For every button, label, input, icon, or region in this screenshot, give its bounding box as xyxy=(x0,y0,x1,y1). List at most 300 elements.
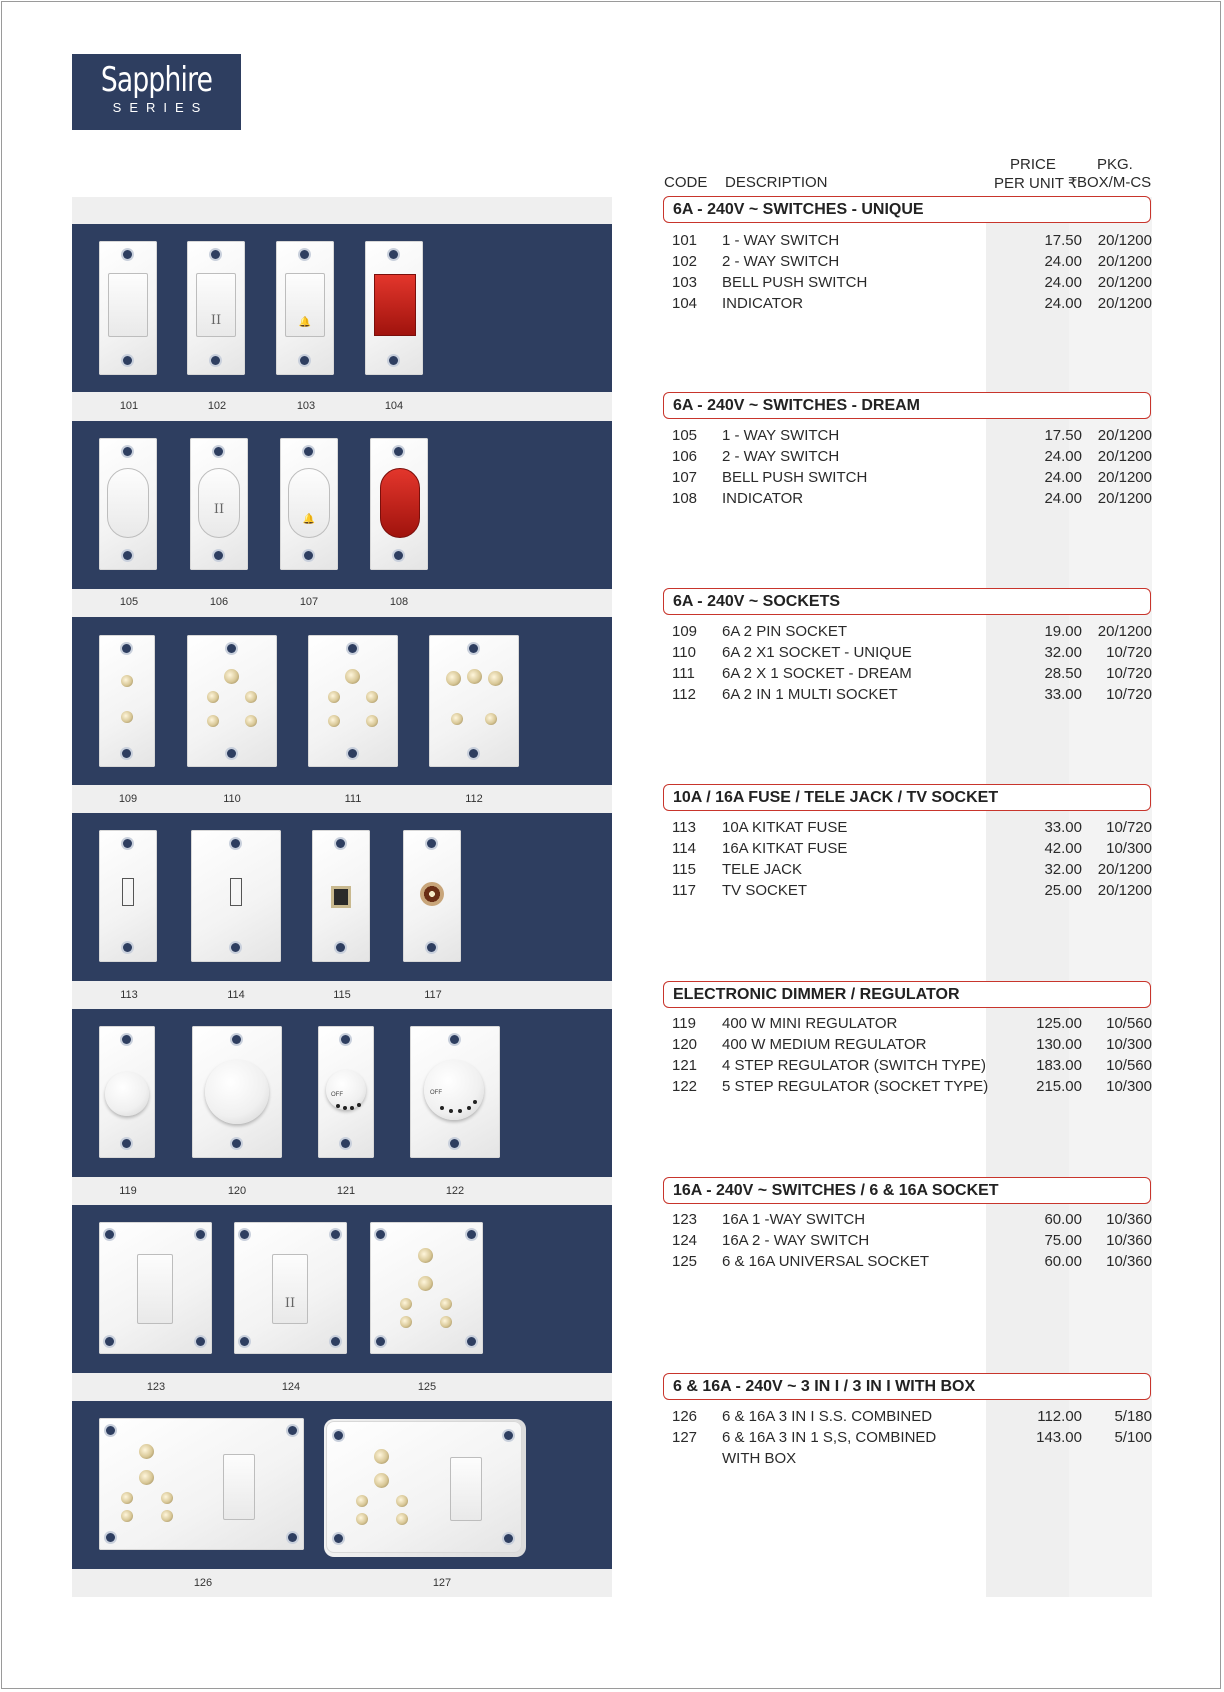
screw xyxy=(304,447,313,456)
row-pkg: 10/720 xyxy=(1106,665,1152,682)
row-description: 4 STEP REGULATOR (SWITCH TYPE) xyxy=(722,1057,986,1074)
screw xyxy=(211,250,220,259)
code-label: 110 xyxy=(223,793,241,805)
code-label: 123 xyxy=(146,1381,166,1393)
code-label: 125 xyxy=(417,1381,437,1393)
screw xyxy=(123,943,132,952)
product-126 xyxy=(99,1418,304,1550)
code-label: 113 xyxy=(120,989,138,1001)
telephone-jack-port xyxy=(331,886,351,908)
row-description: 6A 2 X 1 SOCKET - DREAM xyxy=(722,665,912,682)
table-row xyxy=(660,488,1158,509)
pin-hole xyxy=(467,669,482,684)
row-description: 6 & 16A UNIVERSAL SOCKET xyxy=(722,1253,930,1270)
row-description: 16A 1 -WAY SWITCH xyxy=(722,1211,866,1228)
table-row xyxy=(660,251,1158,272)
sapphire-series-logo xyxy=(72,54,241,130)
screw xyxy=(394,551,403,560)
row-price: 17.50 xyxy=(1044,427,1082,444)
screw xyxy=(105,1337,114,1346)
screw xyxy=(467,1230,476,1239)
screw xyxy=(122,644,131,653)
row-description: 2 - WAY SWITCH xyxy=(722,253,840,270)
screw xyxy=(348,749,357,758)
rocker-1way xyxy=(107,468,149,538)
product-121 xyxy=(318,1026,374,1158)
row-code: 108 xyxy=(672,490,698,507)
screw xyxy=(450,1035,459,1044)
row-price: 24.00 xyxy=(1044,469,1082,486)
row-description: WITH BOX xyxy=(722,1450,797,1467)
screw xyxy=(227,749,236,758)
header-pkg-unit: BOX/M-CS xyxy=(1077,174,1152,191)
section-title-16a-switches: 16A - 240V ~ SWITCHES / 6 & 16A SOCKET xyxy=(663,1177,1151,1204)
code-labels-7 xyxy=(72,1577,612,1591)
row-description: 2 - WAY SWITCH xyxy=(722,448,840,465)
pin-hole xyxy=(440,1298,452,1310)
step-dot xyxy=(343,1106,347,1110)
bell-icon: 🔔 xyxy=(298,317,312,328)
row-pkg: 10/720 xyxy=(1106,686,1152,703)
screw xyxy=(427,943,436,952)
header-price-unit: PER UNIT ₹ xyxy=(994,175,1078,192)
product-107 xyxy=(280,438,338,570)
screw xyxy=(122,1139,131,1148)
pin-hole xyxy=(418,1248,433,1263)
screw xyxy=(336,943,345,952)
code-label: 101 xyxy=(119,400,139,412)
code-label: 121 xyxy=(336,1185,356,1197)
row-description: 400 W MINI REGULATOR xyxy=(722,1015,898,1032)
row-description: INDICATOR xyxy=(722,490,804,507)
code-label: 105 xyxy=(119,596,139,608)
header-code: CODE xyxy=(664,174,708,191)
screw xyxy=(106,1426,115,1435)
pin-hole xyxy=(161,1510,173,1522)
pin-hole xyxy=(245,691,257,703)
screw xyxy=(334,1534,343,1543)
code-labels-6 xyxy=(72,1381,612,1395)
pin-hole xyxy=(207,691,219,703)
screw xyxy=(123,551,132,560)
indicator-lamp xyxy=(380,468,420,538)
row-code: 125 xyxy=(672,1253,698,1270)
row-code: 117 xyxy=(672,882,696,899)
pin-hole xyxy=(366,715,378,727)
logo-title: Sapphire xyxy=(100,60,213,100)
code-label: 115 xyxy=(333,989,351,1001)
product-124 xyxy=(234,1222,347,1354)
step-dot xyxy=(440,1106,444,1110)
code-label: 114 xyxy=(227,989,245,1001)
screw xyxy=(304,551,313,560)
code-labels-4 xyxy=(72,989,612,1003)
row-description: 5 STEP REGULATOR (SOCKET TYPE) xyxy=(722,1078,989,1095)
row-code: 103 xyxy=(672,274,698,291)
screw xyxy=(123,839,132,848)
code-label: 106 xyxy=(209,596,229,608)
row-price: 33.00 xyxy=(1044,686,1082,703)
row-code: 112 xyxy=(672,686,696,703)
table-row xyxy=(660,1034,1158,1055)
row-code: 114 xyxy=(672,840,696,857)
screw xyxy=(334,1431,343,1440)
table-row xyxy=(660,230,1158,251)
row-description: 6 & 16A 3 IN 1 S,S, COMBINED xyxy=(722,1429,937,1446)
screw xyxy=(341,1035,350,1044)
row-price: 143.00 xyxy=(1036,1429,1082,1446)
product-122 xyxy=(410,1026,500,1158)
product-105 xyxy=(99,438,157,570)
row-code: 111 xyxy=(672,665,695,682)
product-band-sockets xyxy=(72,617,612,785)
pin-hole xyxy=(345,669,360,684)
section-title-sockets: 6A - 240V ~ SOCKETS xyxy=(663,588,1151,615)
product-band-combined xyxy=(72,1401,612,1569)
row-code: 119 xyxy=(672,1015,696,1032)
row-price: 19.00 xyxy=(1044,623,1082,640)
header-description: DESCRIPTION xyxy=(725,174,828,191)
table-row xyxy=(660,859,1158,880)
screw xyxy=(240,1337,249,1346)
pin-hole xyxy=(488,671,503,686)
screw xyxy=(376,1337,385,1346)
pin-hole xyxy=(374,1449,389,1464)
code-label: 109 xyxy=(118,793,138,805)
screw xyxy=(240,1230,249,1239)
screw xyxy=(105,1230,114,1239)
row-code: 113 xyxy=(672,819,696,836)
rocker-combined xyxy=(223,1454,255,1520)
row-description: 16A 2 - WAY SWITCH xyxy=(722,1232,870,1249)
row-price: 32.00 xyxy=(1044,644,1082,661)
screw xyxy=(341,1139,350,1148)
section-title-unique-switches: 6A - 240V ~ SWITCHES - UNIQUE xyxy=(663,196,1151,223)
row-code: 107 xyxy=(672,469,698,486)
header-price: PRICE xyxy=(1010,156,1056,173)
row-pkg: 10/360 xyxy=(1106,1253,1152,1270)
screw xyxy=(288,1533,297,1542)
table-row xyxy=(660,1251,1158,1272)
screw xyxy=(300,356,309,365)
screw xyxy=(331,1230,340,1239)
product-106 xyxy=(190,438,248,570)
screw xyxy=(427,839,436,848)
row-pkg: 5/180 xyxy=(1114,1408,1152,1425)
product-108 xyxy=(370,438,428,570)
row-code: 123 xyxy=(672,1211,698,1228)
rocker-bell xyxy=(285,273,325,337)
regulator-knob xyxy=(105,1072,149,1116)
row-pkg: 20/1200 xyxy=(1097,232,1152,249)
product-band-16a xyxy=(72,1205,612,1373)
screw xyxy=(196,1230,205,1239)
screw xyxy=(331,1337,340,1346)
row-price: 215.00 xyxy=(1036,1078,1082,1095)
product-band-unique-switches xyxy=(72,224,612,392)
row-pkg: 10/560 xyxy=(1106,1015,1152,1032)
code-labels-2 xyxy=(72,596,612,610)
table-row xyxy=(660,817,1158,838)
screw xyxy=(300,250,309,259)
table-row xyxy=(660,1055,1158,1076)
row-pkg: 10/720 xyxy=(1106,819,1152,836)
row-price: 33.00 xyxy=(1044,819,1082,836)
row-price: 60.00 xyxy=(1044,1253,1082,1270)
pin-hole xyxy=(440,1316,452,1328)
row-description: INDICATOR xyxy=(722,295,804,312)
code-label: 102 xyxy=(207,400,227,412)
screw xyxy=(196,1337,205,1346)
code-label: 124 xyxy=(281,1381,301,1393)
pin-hole xyxy=(139,1444,154,1459)
pin-hole xyxy=(224,669,239,684)
row-pkg: 20/1200 xyxy=(1097,295,1152,312)
rocker-combined xyxy=(450,1457,482,1521)
product-114 xyxy=(191,830,281,962)
off-label: OFF xyxy=(430,1090,442,1096)
screw xyxy=(469,644,478,653)
product-103 xyxy=(276,241,334,375)
screw xyxy=(469,749,478,758)
row-pkg: 20/1200 xyxy=(1097,882,1152,899)
screw xyxy=(231,839,240,848)
table-row xyxy=(660,446,1158,467)
screw xyxy=(123,250,132,259)
code-label: 122 xyxy=(445,1185,465,1197)
row-pkg: 10/300 xyxy=(1106,1036,1152,1053)
pin-hole xyxy=(451,713,463,725)
two-way-symbol: II xyxy=(210,313,222,328)
screw xyxy=(450,1139,459,1148)
product-117 xyxy=(403,830,461,962)
screw xyxy=(348,644,357,653)
row-price: 125.00 xyxy=(1036,1015,1082,1032)
code-label: 117 xyxy=(424,989,442,1001)
rocker-2way xyxy=(198,468,240,538)
row-pkg: 20/1200 xyxy=(1097,427,1152,444)
pin-hole xyxy=(245,715,257,727)
row-pkg: 20/1200 xyxy=(1097,253,1152,270)
table-row xyxy=(660,642,1158,663)
product-123 xyxy=(99,1222,212,1354)
row-description: BELL PUSH SWITCH xyxy=(722,469,868,486)
row-pkg: 20/1200 xyxy=(1097,274,1152,291)
row-price: 42.00 xyxy=(1044,840,1082,857)
fuse-carrier xyxy=(122,878,134,906)
two-way-symbol: II xyxy=(213,502,225,517)
product-101 xyxy=(99,241,157,375)
row-code: 127 xyxy=(672,1429,698,1446)
code-labels-1 xyxy=(72,400,612,414)
screw xyxy=(232,1139,241,1148)
row-pkg: 10/560 xyxy=(1106,1057,1152,1074)
screw xyxy=(214,551,223,560)
row-price: 112.00 xyxy=(1037,1408,1082,1425)
screw xyxy=(122,1035,131,1044)
product-104 xyxy=(365,241,423,375)
rocker-2way xyxy=(196,273,236,337)
table-row xyxy=(660,425,1158,446)
screw xyxy=(231,943,240,952)
screw xyxy=(227,644,236,653)
row-pkg: 10/300 xyxy=(1106,840,1152,857)
screw xyxy=(214,447,223,456)
section-title-dream-switches: 6A - 240V ~ SWITCHES - DREAM xyxy=(663,392,1151,419)
pin-hole xyxy=(356,1495,368,1507)
rocker-16a-1way xyxy=(137,1254,173,1324)
pin-hole xyxy=(400,1316,412,1328)
screw xyxy=(376,1230,385,1239)
table-row xyxy=(660,621,1158,642)
code-label: 120 xyxy=(227,1185,247,1197)
code-label: 104 xyxy=(384,400,404,412)
row-code: 110 xyxy=(672,644,696,661)
product-102 xyxy=(187,241,245,375)
rocker-1way xyxy=(108,273,148,337)
row-pkg: 5/100 xyxy=(1114,1429,1152,1446)
table-row xyxy=(660,663,1158,684)
row-price: 75.00 xyxy=(1044,1232,1082,1249)
screw xyxy=(389,250,398,259)
product-125 xyxy=(370,1222,483,1354)
screw xyxy=(106,1533,115,1542)
screw xyxy=(504,1534,513,1543)
screw xyxy=(394,447,403,456)
row-description: 400 W MEDIUM REGULATOR xyxy=(722,1036,927,1053)
table-row xyxy=(660,1013,1158,1034)
row-price: 60.00 xyxy=(1044,1211,1082,1228)
row-price: 24.00 xyxy=(1044,490,1082,507)
pin-hole xyxy=(161,1492,173,1504)
row-code: 120 xyxy=(672,1036,698,1053)
pin-hole xyxy=(121,1510,133,1522)
pin-hole xyxy=(356,1513,368,1525)
screw xyxy=(123,356,132,365)
row-description: TV SOCKET xyxy=(722,882,808,899)
pin-hole xyxy=(366,691,378,703)
tv-coax-port xyxy=(420,882,444,906)
row-price: 24.00 xyxy=(1044,274,1082,291)
section-title-fuse-jack: 10A / 16A FUSE / TELE JACK / TV SOCKET xyxy=(663,784,1151,811)
row-price: 24.00 xyxy=(1044,295,1082,312)
pin-hole xyxy=(328,715,340,727)
code-label: 127 xyxy=(432,1577,452,1589)
logo-subtitle: SERIES xyxy=(112,100,209,115)
table-row xyxy=(660,880,1158,901)
step-dot xyxy=(350,1106,354,1110)
row-price: 25.00 xyxy=(1044,882,1082,899)
pin-hole xyxy=(121,711,133,723)
table-row xyxy=(660,1448,1158,1469)
row-code: 105 xyxy=(672,427,698,444)
row-description: 6A 2 IN 1 MULTI SOCKET xyxy=(722,686,898,703)
product-109 xyxy=(99,635,155,767)
table-row xyxy=(660,467,1158,488)
row-code: 106 xyxy=(672,448,698,465)
row-code: 122 xyxy=(672,1078,698,1095)
row-code: 121 xyxy=(672,1057,698,1074)
table-row xyxy=(660,684,1158,705)
table-row xyxy=(660,293,1158,314)
product-112 xyxy=(429,635,519,767)
table-row xyxy=(660,1209,1158,1230)
screw xyxy=(288,1426,297,1435)
off-label: OFF xyxy=(331,1092,343,1098)
table-row xyxy=(660,1406,1158,1427)
product-119 xyxy=(99,1026,155,1158)
code-label: 112 xyxy=(465,793,483,805)
indicator-lamp xyxy=(374,274,416,336)
row-pkg: 10/300 xyxy=(1106,1078,1152,1095)
table-row xyxy=(660,272,1158,293)
step-dot xyxy=(473,1100,477,1104)
row-code: 102 xyxy=(672,253,698,270)
pin-hole xyxy=(374,1473,389,1488)
product-band-dream-switches xyxy=(72,421,612,589)
rocker-bell xyxy=(288,468,330,538)
code-label: 107 xyxy=(299,596,319,608)
product-113 xyxy=(99,830,157,962)
code-labels-5 xyxy=(72,1185,612,1199)
table-row xyxy=(660,1230,1158,1251)
step-dot xyxy=(336,1104,340,1108)
row-price: 28.50 xyxy=(1044,665,1082,682)
table-row xyxy=(660,1427,1158,1448)
screw xyxy=(467,1337,476,1346)
regulator-knob xyxy=(205,1060,269,1124)
row-code: 124 xyxy=(672,1232,698,1249)
product-120 xyxy=(192,1026,282,1158)
screw xyxy=(123,447,132,456)
pin-hole xyxy=(121,675,133,687)
row-description: 6 & 16A 3 IN I S.S. COMBINED xyxy=(722,1408,933,1425)
screw xyxy=(389,356,398,365)
row-description: BELL PUSH SWITCH xyxy=(722,274,868,291)
screw xyxy=(232,1035,241,1044)
code-label: 108 xyxy=(389,596,409,608)
pin-hole xyxy=(207,715,219,727)
row-description: TELE JACK xyxy=(722,861,803,878)
screw xyxy=(504,1431,513,1440)
row-pkg: 20/1200 xyxy=(1097,448,1152,465)
fuse-carrier xyxy=(230,878,242,906)
product-127 xyxy=(326,1421,522,1553)
row-code: 104 xyxy=(672,295,698,312)
row-price: 24.00 xyxy=(1044,448,1082,465)
rocker-16a-2way xyxy=(272,1254,308,1324)
row-pkg: 10/720 xyxy=(1106,644,1152,661)
screw xyxy=(211,356,220,365)
row-price: 183.00 xyxy=(1036,1057,1082,1074)
pin-hole xyxy=(446,671,461,686)
code-label: 103 xyxy=(296,400,316,412)
header-pkg: PKG. xyxy=(1097,156,1133,173)
row-pkg: 10/360 xyxy=(1106,1232,1152,1249)
row-price: 24.00 xyxy=(1044,253,1082,270)
product-115 xyxy=(312,830,370,962)
step-dot xyxy=(357,1103,361,1107)
screw xyxy=(336,839,345,848)
product-band-fuse-jack xyxy=(72,813,612,981)
code-label: 126 xyxy=(193,1577,213,1589)
pin-hole xyxy=(139,1470,154,1485)
row-code: 115 xyxy=(672,861,696,878)
row-description: 6A 2 PIN SOCKET xyxy=(722,623,848,640)
step-dot xyxy=(458,1109,462,1113)
row-pkg: 20/1200 xyxy=(1097,469,1152,486)
code-labels-3 xyxy=(72,793,612,807)
